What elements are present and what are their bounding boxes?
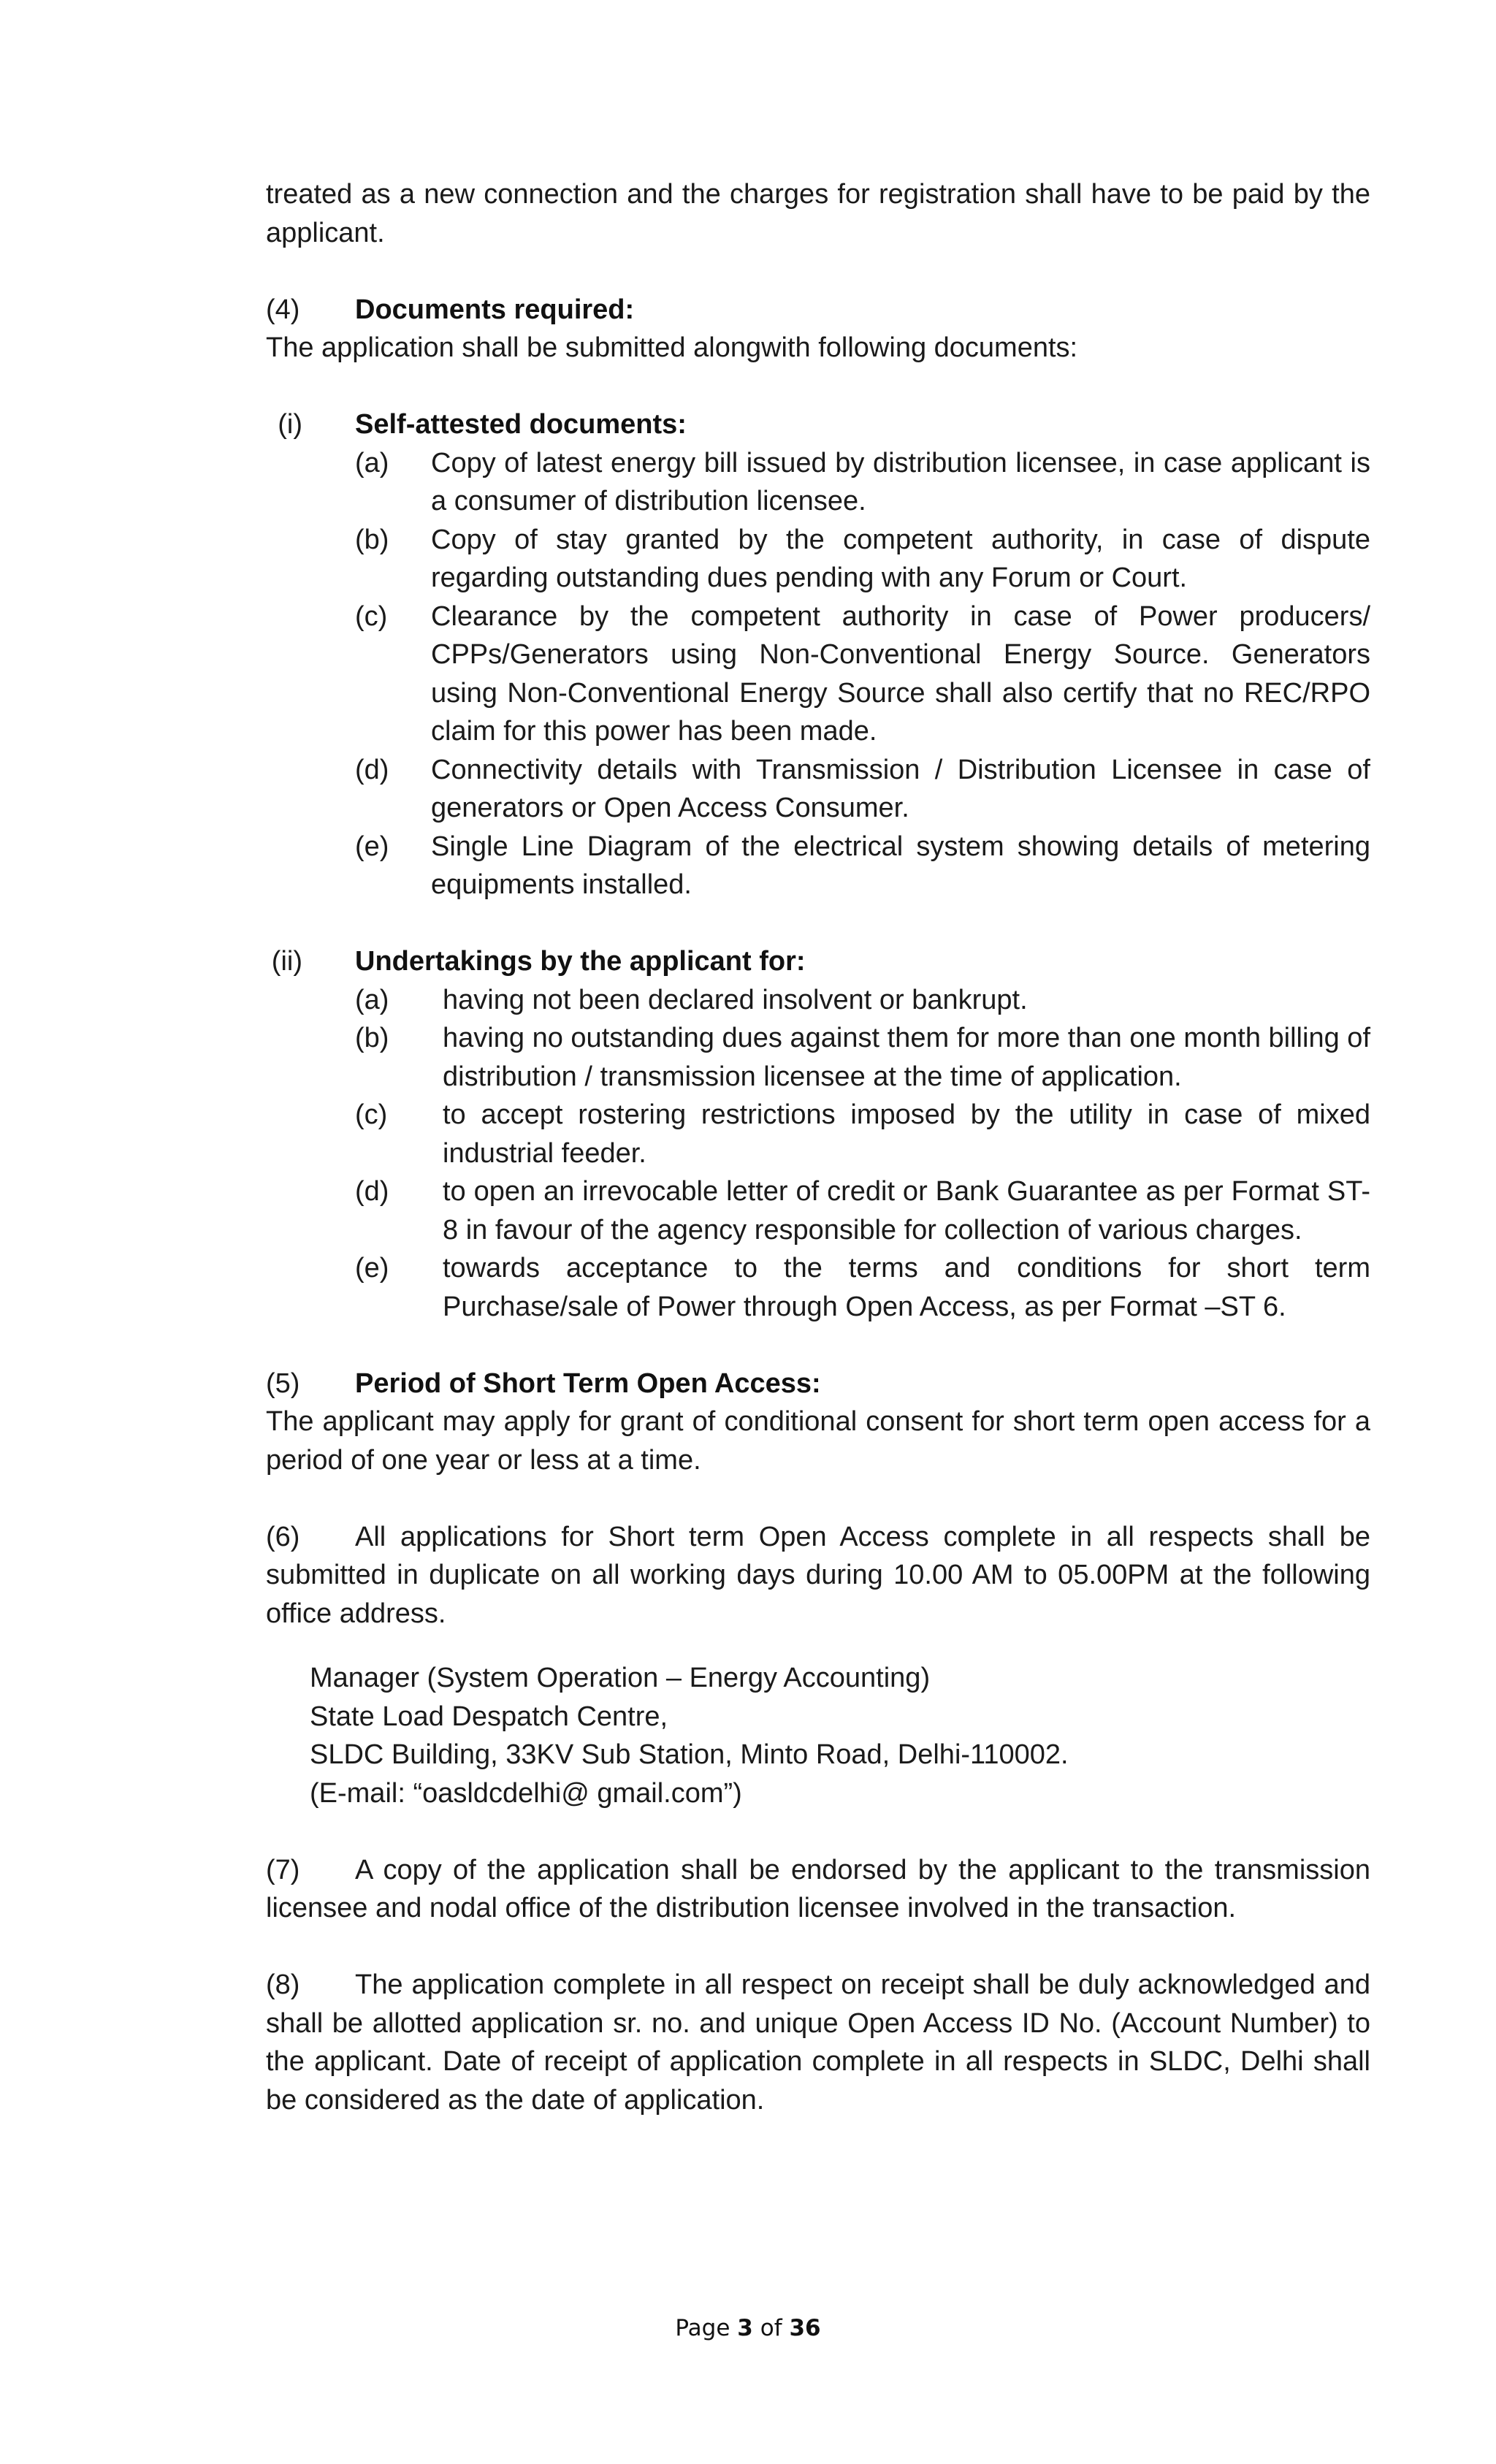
list-item — [266, 1249, 1370, 1326]
section-4-heading — [266, 291, 1370, 329]
item-label: (d) — [355, 1176, 389, 1207]
section-number: (5) — [266, 1368, 300, 1399]
item-text: to accept rostering restrictions imposed by the utility in case of mixed industrial feeder. — [443, 1099, 1370, 1169]
item-label: (c) — [355, 600, 388, 632]
current-page-number: 3 — [737, 2315, 753, 2341]
section-4-text: The application shall be submitted alongwith following documents: — [266, 332, 1078, 363]
subsection-i-heading — [266, 405, 1370, 444]
item-label: (c) — [355, 1099, 388, 1130]
list-item — [266, 444, 1370, 521]
intro-paragraph: treated as a new connection and the charges for registration shall have to be paid by the applicant. — [266, 179, 1370, 248]
item-label: (a) — [355, 984, 389, 1015]
list-item — [266, 521, 1370, 598]
section-title: Period of Short Term Open Access: — [355, 1368, 821, 1399]
item-text: having no outstanding dues against them for more than one month billing of distribution / transmission licensee at the time of application. — [443, 1023, 1370, 1092]
item-label: (d) — [355, 754, 389, 785]
section-6-paragraph — [266, 1518, 1370, 1633]
of-word: of — [760, 2315, 782, 2341]
section-number: (7) — [266, 1854, 300, 1885]
list-item — [266, 1096, 1370, 1172]
address-line: State Load Despatch Centre, — [310, 1701, 668, 1732]
item-text: having not been declared insolvent or bankrupt. — [443, 984, 1028, 1015]
list-item — [266, 1019, 1370, 1096]
section-text: A copy of the application shall be endorsed by the applicant to the transmission licensee and nodal office of the distribution licensee involved in the transaction. — [266, 1854, 1370, 1923]
item-label: (e) — [355, 1253, 389, 1284]
subsection-marker: (ii) — [271, 946, 302, 977]
subsection-title: Self-attested documents: — [355, 409, 687, 440]
list-item — [266, 1172, 1370, 1249]
item-label: (b) — [355, 1023, 389, 1053]
subsection-title: Undertakings by the applicant for: — [355, 946, 806, 977]
item-label: (a) — [355, 447, 389, 478]
total-pages-number: 36 — [789, 2315, 821, 2341]
list-item — [266, 598, 1370, 751]
office-address — [266, 1659, 1370, 1812]
item-label: (e) — [355, 831, 389, 862]
self-attested-list — [266, 444, 1370, 904]
page-word: Page — [675, 2315, 730, 2341]
section-text: All applications for Short term Open Access complete in all respects shall be submitted in duplicate on all working days during 10.00 AM to 05.00PM at the following office address. — [266, 1521, 1370, 1629]
subsection-ii-heading — [266, 942, 1370, 981]
item-text: Clearance by the competent authority in case of Power producers/ CPPs/Generators using Non-Conventional Energy Source. Generators using Non-Conventional Energy Source shall also certify that no REC/RPO claim for this power has been made. — [431, 600, 1370, 747]
address-email-line: (E-mail: “oasldcdelhi@ gmail.com”) — [310, 1777, 742, 1809]
section-7-paragraph — [266, 1851, 1370, 1928]
list-item — [266, 828, 1370, 904]
item-text: Copy of stay granted by the competent authority, in case of dispute regarding outstanding dues pending with any Forum or Court. — [431, 524, 1370, 593]
section-number: (6) — [266, 1521, 300, 1552]
address-line: SLDC Building, 33KV Sub Station, Minto Road, Delhi-110002. — [310, 1739, 1069, 1770]
section-5-text: The applicant may apply for grant of conditional consent for short term open access for a period of one year or less at a time. — [266, 1406, 1370, 1476]
item-label: (b) — [355, 524, 389, 555]
list-item — [266, 981, 1370, 1020]
section-text: The application complete in all respect on receipt shall be duly acknowledged and shall be allotted application sr. no. and unique Open Access ID No. (Account Number) to the applicant. Date of receipt of application complete in all respects in SLDC, Delhi shall be considered as the date of application. — [266, 1969, 1370, 2116]
undertakings-list — [266, 981, 1370, 1327]
section-number: (8) — [266, 1969, 300, 2000]
section-8-paragraph — [266, 1966, 1370, 2119]
item-text: Connectivity details with Transmission / Distribution Licensee in case of generators or Open Access Consumer. — [431, 754, 1370, 823]
section-title: Documents required: — [355, 294, 635, 325]
document-page — [266, 175, 1370, 2119]
section-5-heading — [266, 1365, 1370, 1403]
item-text: to open an irrevocable letter of credit or Bank Guarantee as per Format ST-8 in favour of the agency responsible for collection of various charges. — [443, 1176, 1370, 1246]
item-text: towards acceptance to the terms and conditions for short term Purchase/sale of Power through Open Access, as per Format –ST 6. — [443, 1253, 1370, 1322]
item-text: Single Line Diagram of the electrical system showing details of metering equipments installed. — [431, 831, 1370, 900]
item-text: Copy of latest energy bill issued by distribution licensee, in case applicant is a consumer of distribution licensee. — [431, 447, 1370, 516]
page-footer — [0, 2315, 1496, 2341]
address-line: Manager (System Operation – Energy Accounting) — [310, 1663, 931, 1693]
subsection-marker: (i) — [278, 409, 302, 440]
section-number: (4) — [266, 294, 300, 325]
list-item — [266, 751, 1370, 828]
